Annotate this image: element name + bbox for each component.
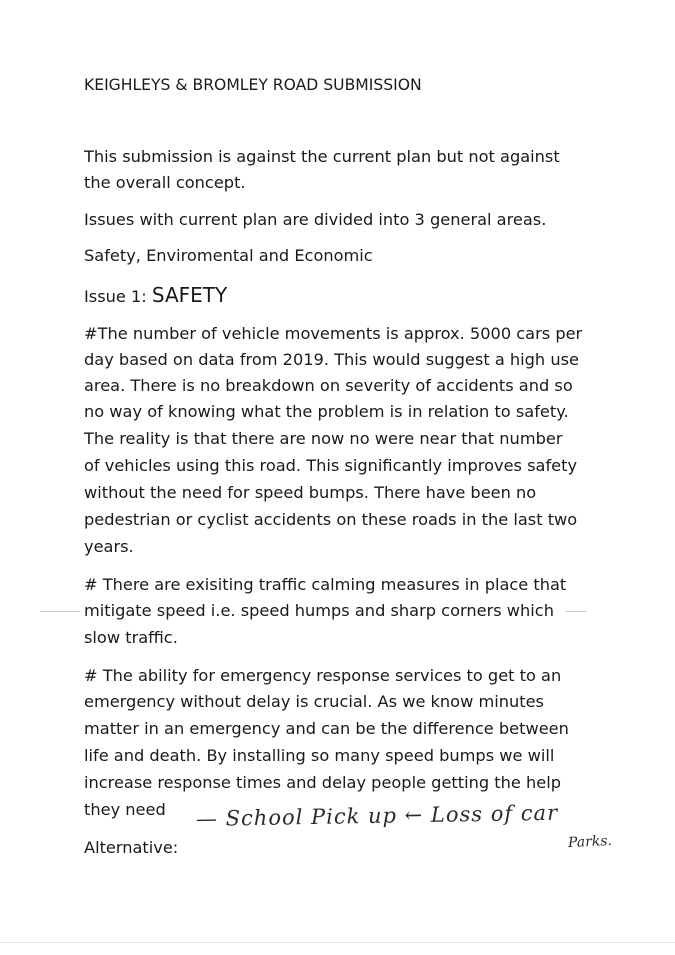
para1-line-2: day based on data from 2019. This would suggest a high use xyxy=(84,350,579,369)
para3-line-1: # The ability for emergency response services to get to an xyxy=(84,666,562,685)
scan-mark-right xyxy=(566,611,586,612)
para2-line-3: slow traffic. xyxy=(84,628,178,647)
para1-line-7: without the need for speed bumps. There have been no xyxy=(84,483,537,502)
para3-line-2: emergency without delay is crucial. As we know minutes xyxy=(84,692,544,711)
para1-line-4: no way of knowing what the problem is in relation to safety. xyxy=(84,402,569,421)
para2-line-1: # There are exisiting traffic calming measures in place that xyxy=(84,575,567,594)
alternative-label: Alternative: xyxy=(84,838,179,857)
para1-line-1: #The number of vehicle movements is approx. 5000 cars per xyxy=(84,324,583,343)
para1-line-8: pedestrian or cyclist accidents on these roads in the last two xyxy=(84,510,578,529)
issue-1-name: SAFETY xyxy=(151,283,228,307)
scan-edge-bottom xyxy=(0,942,675,943)
para1-line-9: years. xyxy=(84,537,134,556)
para2-line-2: mitigate speed i.e. speed humps and sharp corners which xyxy=(84,601,554,620)
para3-line-5: increase response times and delay people getting the help xyxy=(84,773,561,792)
para1-line-3: area. There is no breakdown on severity of accidents and so xyxy=(84,376,573,395)
scan-mark-left xyxy=(40,611,80,612)
handwritten-note: — School Pick up ← Loss of car xyxy=(195,800,559,831)
para3-line-6: they need xyxy=(84,800,166,819)
handwritten-note-continued: Parks. xyxy=(567,832,613,852)
para3-line-4: life and death. By installing so many speed bumps we will xyxy=(84,746,555,765)
para1-line-6: of vehicles using this road. This significantly improves safety xyxy=(84,456,578,475)
issue-1-prefix: Issue 1: xyxy=(84,287,152,306)
para1-line-5: The reality is that there are now no were near that number xyxy=(84,429,563,448)
areas-list: Safety, Enviromental and Economic xyxy=(84,246,373,265)
document-title: KEIGHLEYS & BROMLEY ROAD SUBMISSION xyxy=(84,76,422,94)
intro-line-1: This submission is against the current plan but not against xyxy=(84,147,560,166)
para3-line-3: matter in an emergency and can be the difference between xyxy=(84,719,569,738)
intro-line-2: the overall concept. xyxy=(84,173,246,192)
issue-1-heading xyxy=(84,285,227,307)
issues-summary: Issues with current plan are divided into 3 general areas. xyxy=(84,210,547,229)
